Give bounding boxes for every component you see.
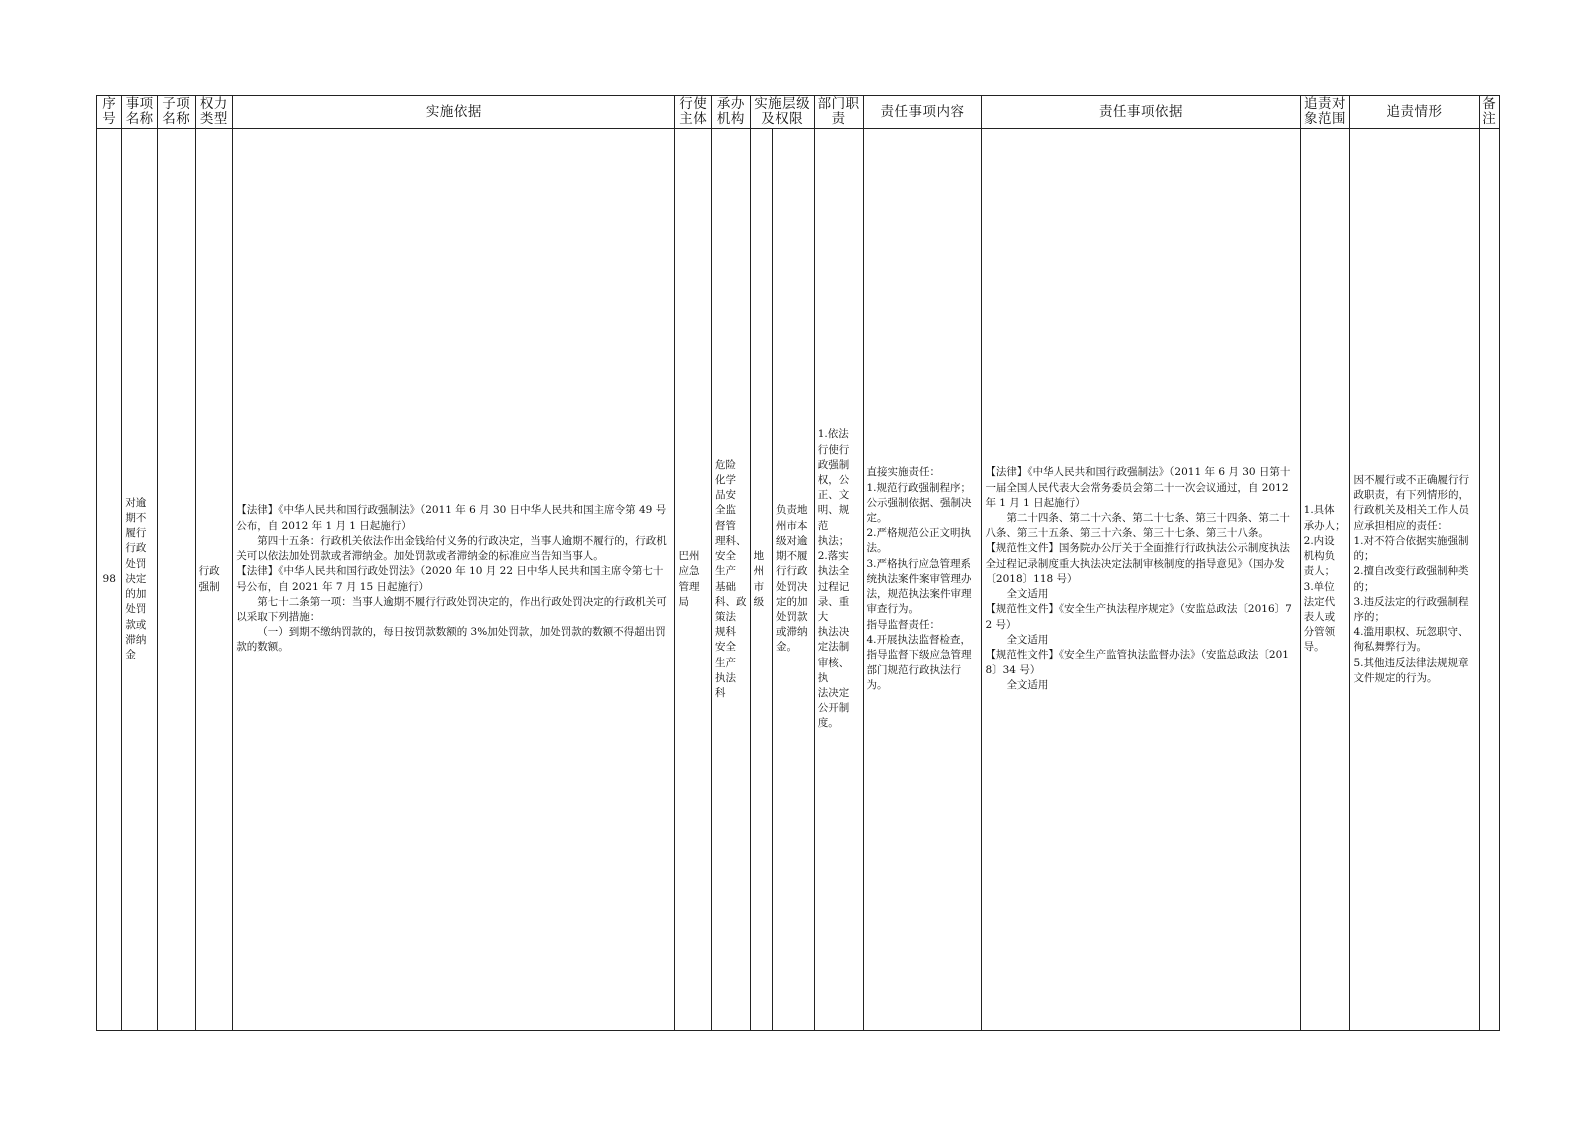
resp-basis-paragraph: 全文适用 (1006, 588, 1049, 601)
header-basis: 实施依据 (233, 96, 675, 129)
cell-item-name (122, 129, 158, 1031)
header-acc-scope: 追责对 象范围 (1300, 96, 1350, 129)
acc-scope-text: 1.具体 承办人； 2.内设 机构负 责人； 3.单位 法定代 表人或 分管领 导。 (1303, 504, 1346, 654)
power-type-text: 行政 强制 (198, 565, 220, 593)
basis-paragraph: 【法律】《中华人民共和国行政处罚法》（2020 年 10 月 22 日中华人民共和国主席令第七十号公布，自 2021 年 7 月 15 日起施行） (236, 565, 664, 593)
cell-seq: 98 (97, 129, 122, 1031)
cell-remark (1479, 129, 1499, 1031)
cell-power-type (195, 129, 233, 1031)
resp-content-text: 直接实施责任： 1.规范行政强制程序；公示强制依据、强制决定。 2.严格规范公正文明执法。 3.严格执行应急管理系统执法案件案审管理办法，规范执法案件审理审查行为。 指导监督责任： 4.开展执法监督检查，指导监督下级应急管理部门规范行政执法行为。 (866, 466, 972, 692)
basis-paragraph: （一）到期不缴纳罚款的，每日按罚款数额的 3%加处罚款，加处罚款的数额不得超出罚款的数额。 (236, 626, 666, 654)
basis-text (233, 503, 674, 655)
cell-level-power (773, 129, 815, 1031)
basis-paragraph: 【法律】《中华人民共和国行政强制法》（2011 年 6 月 30 日中华人民共和国主席令第 49 号公布，自 2012 年 1 月 1 日起施行） (236, 504, 667, 532)
cell-dept-duty (814, 129, 863, 1031)
cell-acc-scope (1300, 129, 1350, 1031)
cell-sub-name (157, 129, 195, 1031)
header-dept-duty: 部门职 责 (814, 96, 863, 129)
resp-basis-paragraph: 全文适用 (1006, 633, 1049, 646)
resp-basis-paragraph: 【规范性文件】《安全生产执法程序规定》（安监总政法〔2016〕72 号） (985, 603, 1292, 631)
resp-basis-paragraph: 第二十四条、第二十六条、第二十七条、第三十四条、第二十八条、第三十五条、第三十六条、第三十七条、第三十八条。 (985, 512, 1290, 540)
org-text: 危险 化学 品安 全监 督管 理科、 安全 生产 基础 科、政 策法 规科 安全 生产 执法 科 (715, 458, 747, 699)
header-remark: 备 注 (1479, 96, 1499, 129)
header-subject: 行使 主体 (675, 96, 712, 129)
level-power-text: 负责地 州市本 级对逾 期不履 行行政 处罚决 定的加 处罚款 或滞纳 金。 (776, 504, 808, 654)
header-item-name: 事项 名称 (122, 96, 158, 129)
power-list-table (96, 95, 1500, 1031)
basis-paragraph: 第四十五条：行政机关依法作出金钱给付义务的行政决定，当事人逾期不履行的，行政机关可以依法加处罚款或者滞纳金。加处罚款或者滞纳金的标准应当告知当事人。 (236, 534, 667, 563)
cell-level (750, 129, 772, 1031)
header-resp-basis: 责任事项依据 (982, 96, 1300, 129)
resp-basis-text (982, 465, 1299, 693)
level-text: 地 州 市 级 (753, 550, 765, 608)
header-resp-content: 责任事项内容 (863, 96, 982, 129)
cell-resp-basis (982, 129, 1300, 1031)
header-acc-case: 追责情形 (1350, 96, 1479, 129)
dept-duty-text: 1.依法 行使行 政强制 权，公 正、文 明、规范 执法； 2.落实 执法全 过程记 录、重大 执法决 定法制 审核、执 法决定 公开制 度。 (817, 428, 850, 730)
cell-resp-content (863, 129, 982, 1031)
header-power-type: 权力 类型 (195, 96, 233, 129)
cell-basis (233, 129, 675, 1031)
cell-subject (675, 129, 712, 1031)
resp-basis-paragraph: 【法律】《中华人民共和国行政强制法》（2011 年 6 月 30 日第十一届全国人民代表大会常务委员会第二十一次会议通过，自 2012 年 1 月 1 日起施行） (985, 466, 1291, 509)
item-name-text: 对逾 期不 履行 行政 处罚 决定 的加 处罚 款或 滞纳 金 (125, 496, 147, 661)
cell-org (712, 129, 751, 1031)
subject-text: 巴州 应急 管理 局 (678, 550, 700, 608)
acc-case-text: 因不履行或不正确履行行政职责，有下列情形的，行政机关及相关工作人员应承担相应的责任： 1.对不符合依据实施强制的； 2.擅自改变行政强制种类的； 3.违反法定的行政强制程序的； 4.滥用职权、玩忽职守、徇私舞弊行为。 5.其他违反法律法规规章文件规定的行为。 (1353, 474, 1469, 684)
header-seq: 序 号 (97, 96, 122, 129)
cell-acc-case (1350, 129, 1479, 1031)
header-level: 实施层级 及权限 (750, 96, 814, 129)
table-row (97, 129, 1500, 1031)
header-org: 承办 机构 (712, 96, 751, 129)
header-row (97, 96, 1500, 129)
resp-basis-paragraph: 【规范性文件】国务院办公厅关于全面推行行政执法公示制度执法全过程记录制度重大执法决定法制审核制度的指导意见》（国办发〔2018〕118 号） (985, 542, 1290, 585)
resp-basis-paragraph: 全文适用 (1006, 679, 1049, 692)
basis-paragraph: 第七十二条第一项：当事人逾期不履行行政处罚决定的，作出行政处罚决定的行政机关可以采取下列措施： (236, 595, 667, 623)
header-sub-name: 子项 名称 (157, 96, 195, 129)
resp-basis-paragraph: 【规范性文件】《安全生产监管执法监督办法》（安监总政法〔2018〕34 号） (985, 648, 1289, 677)
